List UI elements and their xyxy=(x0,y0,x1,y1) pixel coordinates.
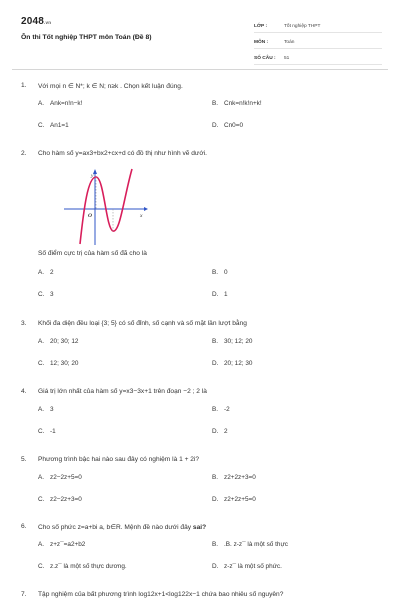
option-key: A. xyxy=(38,269,45,276)
question-4 xyxy=(21,388,380,435)
y-axis-label: y xyxy=(91,173,94,179)
option-d[interactable] xyxy=(212,496,256,503)
option-text: 30; 12; 20 xyxy=(224,338,253,345)
option-text: Ank=n!n−k! xyxy=(50,100,83,107)
option-text: z2−2z+5=0 xyxy=(50,474,82,481)
option-key: D. xyxy=(212,496,219,503)
option-text: z2+2z+3=0 xyxy=(224,474,256,481)
option-a[interactable] xyxy=(38,474,82,481)
question-number: 2. xyxy=(21,150,27,157)
option-key: A. xyxy=(38,100,45,107)
question-number: 3. xyxy=(21,320,27,327)
option-key: D. xyxy=(212,291,219,298)
question-number: 6. xyxy=(21,523,27,530)
exam-meta xyxy=(254,17,382,65)
option-text: .B. z-z¯ là một số thực xyxy=(224,541,288,548)
option-b[interactable] xyxy=(212,100,262,107)
option-text: 3 xyxy=(50,291,54,298)
option-text: z.z¯ là một số thực dương. xyxy=(50,563,127,570)
option-a[interactable] xyxy=(38,406,54,413)
question-text-emphasis: sai? xyxy=(192,524,207,531)
question-stem xyxy=(21,388,380,395)
option-c[interactable] xyxy=(38,360,78,367)
exam-header xyxy=(0,0,400,70)
question-subtext: Số điểm cực trị của hàm số đã cho là xyxy=(38,250,147,257)
option-key: C. xyxy=(38,563,45,570)
option-text: 2 xyxy=(50,269,54,276)
option-text: z+z¯=a2+b2 xyxy=(50,541,86,548)
question-text: Phương trình bậc hai nào sau đây có nghiệm là 1 + 2i? xyxy=(38,456,200,463)
option-key: D. xyxy=(212,360,219,367)
option-a[interactable] xyxy=(38,100,82,107)
question-5 xyxy=(21,456,380,503)
question-text: Giá trị lớn nhất của hàm số y=x3−3x+1 trên đoạn −2 ; 2 là xyxy=(38,388,207,395)
option-text: z2+2z+5=0 xyxy=(224,496,256,503)
option-text: 12; 30; 20 xyxy=(50,360,79,367)
question-text xyxy=(38,523,380,531)
origin-label: O xyxy=(88,213,92,219)
option-key: C. xyxy=(38,428,45,435)
option-d[interactable] xyxy=(212,360,252,367)
option-text: z2−2z+3=0 xyxy=(50,496,82,503)
option-key: A. xyxy=(38,406,45,413)
option-key: D. xyxy=(212,563,219,570)
option-text: 1 xyxy=(224,291,228,298)
question-2 xyxy=(21,150,380,157)
question-1 xyxy=(21,82,380,129)
meta-value: 51 xyxy=(284,56,290,61)
option-text: -2 xyxy=(224,406,230,413)
site-logo[interactable] xyxy=(21,16,51,27)
option-a[interactable] xyxy=(38,269,54,276)
option-key: A. xyxy=(38,474,45,481)
question-text: Tập nghiệm của bất phương trình log12x+1<log122x−1 chứa bao nhiêu số nguyên? xyxy=(38,591,284,598)
question-stem xyxy=(21,591,380,598)
question-6 xyxy=(21,523,380,570)
question-3 xyxy=(21,320,380,367)
question-stem xyxy=(21,150,380,157)
option-text: 0 xyxy=(224,269,228,276)
option-b[interactable] xyxy=(212,406,230,413)
meta-row-subject xyxy=(254,33,382,49)
option-d[interactable] xyxy=(212,563,282,570)
question-number: 5. xyxy=(21,456,27,463)
option-b[interactable] xyxy=(212,541,288,548)
option-key: C. xyxy=(38,122,45,129)
option-c[interactable] xyxy=(38,428,56,435)
option-b[interactable] xyxy=(212,338,252,345)
option-key: B. xyxy=(212,474,219,481)
question-text: Với mọi n ∈ N*; k ∈ N; n≥k . Chọn kết luận đúng. xyxy=(38,83,183,90)
x-axis-arrow xyxy=(144,207,148,211)
option-c[interactable] xyxy=(38,122,69,129)
option-key: B. xyxy=(212,338,219,345)
meta-row-count xyxy=(254,49,382,65)
question-number: 4. xyxy=(21,388,27,395)
option-key: A. xyxy=(38,338,45,345)
question-stem xyxy=(21,523,380,531)
option-text: 3 xyxy=(50,406,54,413)
logo-text: 2048 xyxy=(21,16,45,27)
meta-label: MÔN : xyxy=(254,40,269,45)
option-text: Cn0=0 xyxy=(224,122,244,129)
question-number: 1. xyxy=(21,82,27,89)
option-key: B. xyxy=(212,269,219,276)
option-text: 20; 12; 30 xyxy=(224,360,253,367)
exam-title: Ôn thi Tốt nghiệp THPT môn Toán (Đề 8) xyxy=(21,34,152,41)
option-key: D. xyxy=(212,428,219,435)
option-a[interactable] xyxy=(38,338,78,345)
option-key: C. xyxy=(38,360,45,367)
option-text: 20; 30; 12 xyxy=(50,338,79,345)
x-axis-label: x xyxy=(140,213,143,219)
question-stem xyxy=(21,320,380,327)
function-graph xyxy=(60,167,152,249)
logo-suffix: .vn xyxy=(44,20,52,25)
question-text: Khối đa diện đều loại {3; 5} có số đỉnh, số cạnh và số mặt lần lượt bằng xyxy=(38,320,247,327)
option-text: An1=1 xyxy=(50,122,69,129)
meta-label: SỐ CÂU : xyxy=(254,56,276,61)
option-b[interactable] xyxy=(212,474,256,481)
question-stem xyxy=(21,456,380,463)
option-key: C. xyxy=(38,291,45,298)
option-text: z-z¯ là một số phức. xyxy=(224,563,282,570)
header-divider xyxy=(12,69,388,70)
meta-value: Tốt nghiệp THPT xyxy=(284,24,321,29)
option-b[interactable] xyxy=(212,269,228,276)
question-number: 7. xyxy=(21,591,27,598)
option-key: B. xyxy=(212,406,219,413)
option-d[interactable] xyxy=(212,122,243,129)
option-text: -1 xyxy=(50,428,56,435)
y-axis-arrow xyxy=(93,169,97,174)
question-stem xyxy=(21,82,380,90)
option-key: B. xyxy=(212,100,219,107)
option-key: D. xyxy=(212,122,219,129)
meta-value: Toán xyxy=(284,40,295,45)
option-c[interactable] xyxy=(38,563,127,570)
question-text-main: Cho số phức z=a+bi a, b∈R. Mệnh đề nào dưới đây xyxy=(38,524,192,531)
option-d[interactable] xyxy=(212,428,228,435)
meta-row-class xyxy=(254,17,382,33)
option-d[interactable] xyxy=(212,291,228,298)
option-a[interactable] xyxy=(38,541,85,548)
cubic-curve xyxy=(80,169,132,244)
option-c[interactable] xyxy=(38,291,54,298)
option-text: Cnk=n!k!n+k! xyxy=(224,100,262,107)
option-key: B. xyxy=(212,541,219,548)
meta-label: LỚP : xyxy=(254,24,268,29)
option-key: A. xyxy=(38,541,45,548)
option-c[interactable] xyxy=(38,496,82,503)
question-7 xyxy=(21,591,380,598)
question-text: Cho hàm số y=ax3+bx2+cx+d có đồ thị như hình vẽ dưới. xyxy=(38,150,207,157)
option-text: 2 xyxy=(224,428,228,435)
option-key: C. xyxy=(38,496,45,503)
